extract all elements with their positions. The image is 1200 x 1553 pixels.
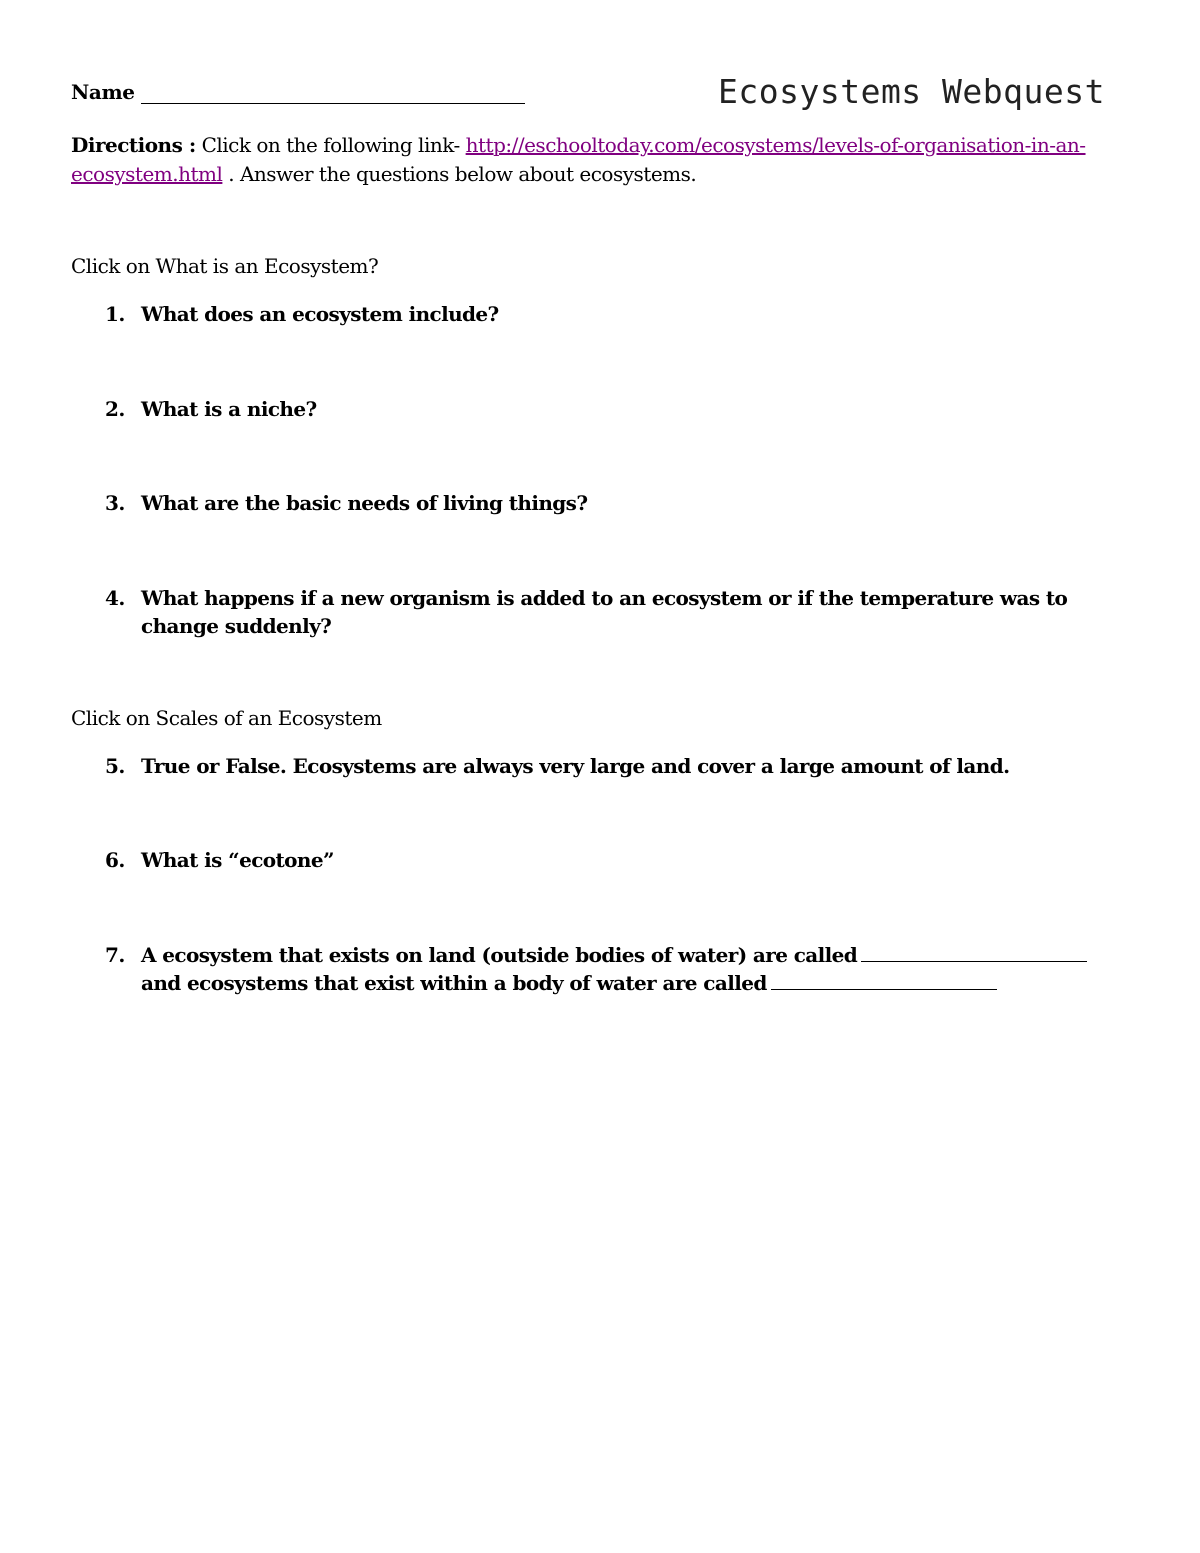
question-text: What happens if a new organism is added to an ecosystem or if the temperature was to change suddenly? bbox=[141, 586, 1068, 638]
directions-paragraph bbox=[71, 131, 1121, 189]
section-heading-what-is-ecosystem: Click on What is an Ecosystem? bbox=[71, 254, 379, 278]
directions-text-before-link: Click on the following link- bbox=[201, 133, 460, 157]
directions-text-after-link: . Answer the questions below about ecosystems. bbox=[228, 162, 697, 186]
name-blank-line[interactable] bbox=[141, 81, 525, 104]
webquest-link[interactable]: http://eschooltoday.com/ecosystems/levels-of-organisation-in-an-ecosystem.html bbox=[71, 133, 1086, 186]
question-7 bbox=[105, 941, 1105, 997]
question-7-text-part1: A ecosystem that exists on land (outside bodies of water) are called bbox=[141, 943, 858, 967]
question-number: 1. bbox=[105, 302, 125, 326]
question-number: 5. bbox=[105, 754, 125, 778]
question-text bbox=[141, 941, 1105, 997]
question-number: 7. bbox=[105, 943, 125, 967]
question-3 bbox=[105, 489, 1105, 517]
question-6 bbox=[105, 846, 1105, 874]
directions-label: Directions : bbox=[71, 133, 196, 157]
question-1 bbox=[105, 300, 1105, 328]
name-label: Name bbox=[71, 80, 135, 104]
question-text: True or False. Ecosystems are always very large and cover a large amount of land. bbox=[141, 754, 1010, 778]
question-text: What are the basic needs of living things? bbox=[141, 491, 588, 515]
question-text: What is a niche? bbox=[141, 397, 317, 421]
question-number: 2. bbox=[105, 397, 125, 421]
water-ecosystem-answer-blank[interactable] bbox=[771, 969, 997, 990]
name-field bbox=[71, 80, 525, 104]
section-heading-scales-of-ecosystem: Click on Scales of an Ecosystem bbox=[71, 706, 382, 730]
question-7-text-part2: and ecosystems that exist within a body of water are called bbox=[141, 971, 767, 995]
land-ecosystem-answer-blank[interactable] bbox=[861, 941, 1087, 962]
page-title: Ecosystems Webquest bbox=[718, 72, 1105, 111]
question-number: 4. bbox=[105, 586, 125, 610]
question-text: What is “ecotone” bbox=[141, 848, 334, 872]
question-number: 6. bbox=[105, 848, 125, 872]
question-number: 3. bbox=[105, 491, 125, 515]
question-4 bbox=[105, 584, 1105, 640]
question-5 bbox=[105, 752, 1105, 780]
question-2 bbox=[105, 395, 1105, 423]
question-text: What does an ecosystem include? bbox=[141, 302, 499, 326]
